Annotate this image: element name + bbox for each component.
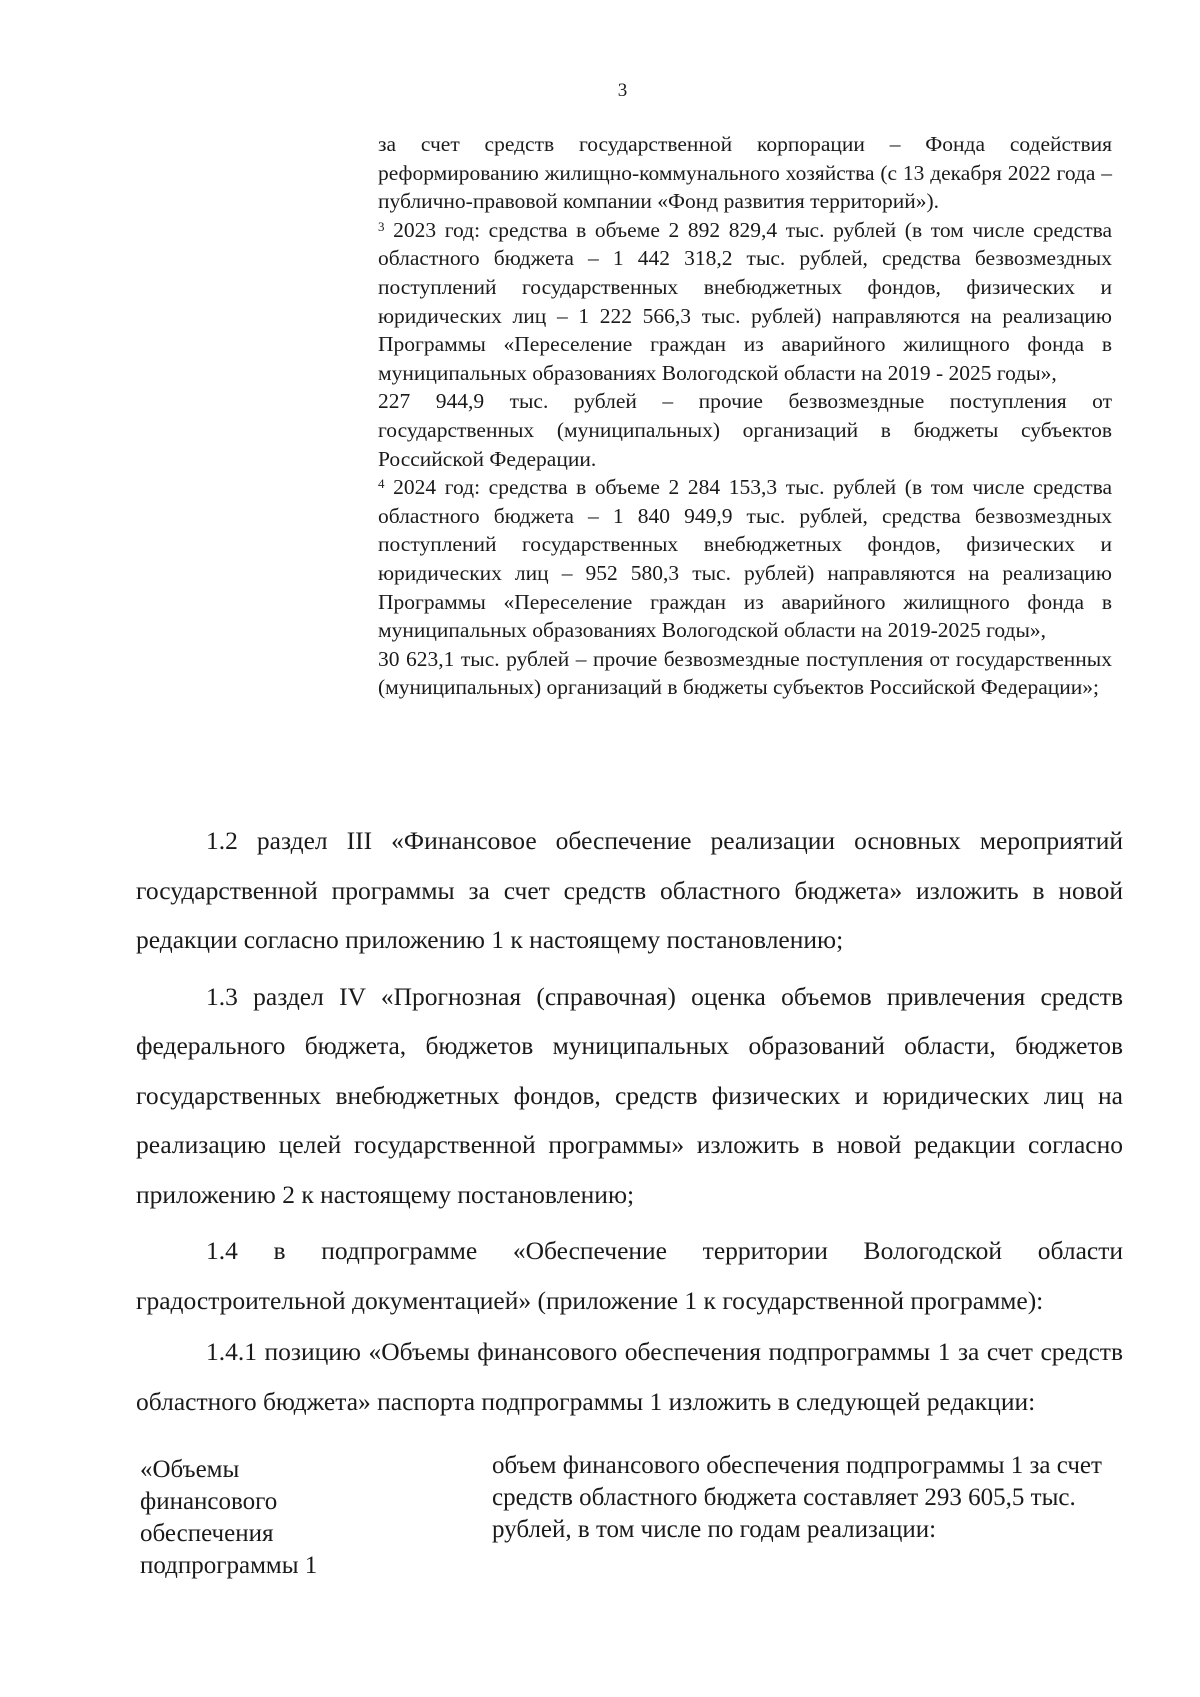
passport-label-cell: [140, 1454, 440, 1582]
footnote-3-extra: 227 944,9 тыс. рублей – прочие безвозмездные поступления от государственных (муниципальных) организаций в бюджеты субъектов Российской Федерации.: [378, 389, 1112, 471]
paragraph-1-2: 1.2 раздел III «Финансовое обеспечение реализации основных мероприятий государственной программы за счет средств областного бюджета» изложить в новой редакции согласно приложению 1 к настоящему постановлению;: [136, 826, 1123, 954]
passport-label-line: «Объемы: [140, 1456, 240, 1483]
passport-value-cell: [492, 1450, 1128, 1546]
passport-label-line: финансового: [140, 1488, 278, 1515]
footnote-4: [378, 473, 1112, 645]
passport-value-text: объем финансового обеспечения подпрограммы 1 за счет средств областного бюджета составляет 293 605,5 тыс. рублей, в том числе по годам реализации:: [492, 1452, 1102, 1543]
passport-label-line: обеспечения: [140, 1520, 274, 1547]
paragraph-1-3: 1.3 раздел IV «Прогнозная (справочная) оценка объемов привлечения средств федерального бюджета, бюджетов муниципальных образований области, бюджетов государственных внебюджетных фондов, средств физических и юридических лиц на реализацию целей государственной программы» изложить в новой редакции согласно приложению 2 к настоящему постановлению;: [136, 981, 1123, 1209]
footnote-marker-3: 3: [378, 218, 385, 234]
paragraph-1-4-1: 1.4.1 позицию «Объемы финансового обеспечения подпрограммы 1 за счет средств областного бюджета» паспорта подпрограммы 1 изложить в следующей редакции:: [136, 1337, 1123, 1416]
paragraph-1-4: 1.4 в подпрограмме «Обеспечение территории Вологодской области градостроительной документацией» (приложение 1 к государственной программе):: [136, 1236, 1123, 1315]
footnote-4-text: 2024 год: средства в объеме 2 284 153,3 тыс. рублей (в том числе средства областного бюджета – 1 840 949,9 тыс. рублей, средства безвозмездных поступлений государственных внебюджетных фондов, физических и юридических лиц – 952 580,3 тыс. рублей) направляются на реализацию Программы «Переселение граждан из аварийного жилищного фонда в муниципальных образованиях Вологодской области на 2019-2025 годы»,: [378, 475, 1112, 643]
passport-label-line: подпрограммы 1: [140, 1552, 318, 1579]
footnote-marker-4: 4: [378, 476, 385, 492]
footnote-3: [378, 216, 1112, 388]
footnote-continuation: за счет средств государственной корпорации – Фонда содействия реформированию жилищно-коммунального хозяйства (с 13 декабря 2022 года – публично-правовой компании «Фонд развития территорий»).: [378, 132, 1112, 214]
page-number: 3: [617, 80, 628, 101]
footnote-3-text: 2023 год: средства в объеме 2 892 829,4 тыс. рублей (в том числе средства областного бюджета – 1 442 318,2 тыс. рублей, средства безвозмездных поступлений государственных внебюджетных фондов, физических и юридических лиц – 1 222 566,3 тыс. рублей) направляются на реализацию Программы «Переселение граждан из аварийного жилищного фонда в муниципальных образованиях Вологодской области на 2019 - 2025 годы»,: [378, 217, 1112, 385]
main-text: [136, 816, 1123, 1426]
footnotes: [378, 130, 1112, 702]
footnote-4-extra: 30 623,1 тыс. рублей – прочие безвозмездные поступления от государственных (муниципальных) организаций в бюджеты субъектов Российской Федерации»;: [378, 646, 1112, 700]
